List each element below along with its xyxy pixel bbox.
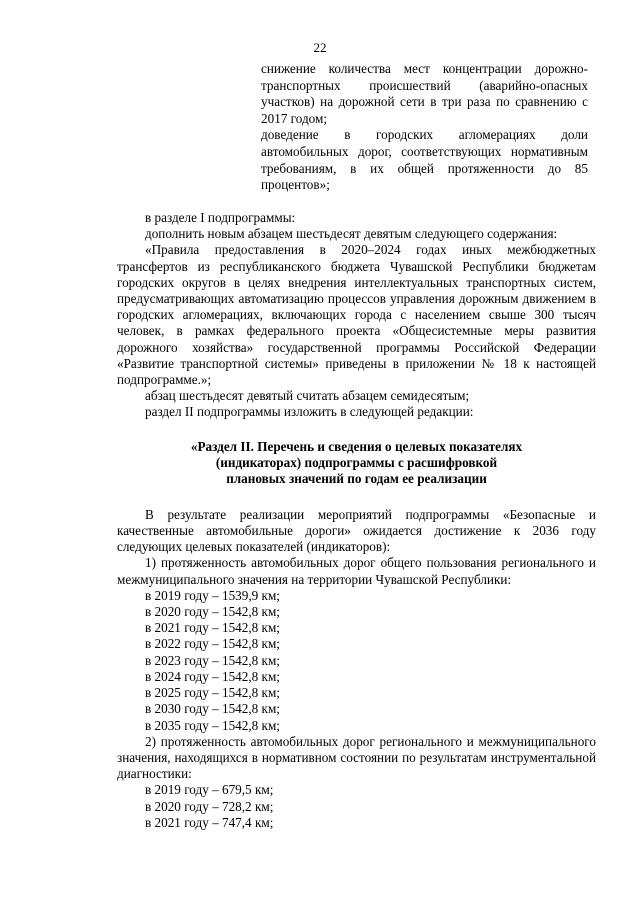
intro-line-2: дополнить новым абзацем шестьдесят девятым следующего содержания:	[145, 226, 558, 242]
intro-line-1: в разделе I подпрограммы:	[145, 210, 296, 225]
section-heading-line-2: (индикаторах) подпрограммы с расшифровкой	[215, 455, 498, 471]
quote-paragraph-1: снижение количества мест концентрации дорожно-транспортных происшествий (аварийно-опасных участков) на дорожной сети в три раза по сравнению с 2017 годом;	[261, 61, 588, 126]
indicator-1-value: в 2022 году – 1542,8 км;	[145, 636, 280, 652]
section-heading	[117, 439, 596, 488]
indicator-1-value: в 2019 году – 1539,9 км;	[145, 587, 280, 603]
indicator-1-values	[117, 588, 596, 734]
intro-line-4: раздел II подпрограммы изложить в следующей редакции:	[145, 404, 474, 420]
indicator-1-value: в 2025 году – 1542,8 км;	[145, 685, 280, 701]
quoted-goals-block	[261, 61, 588, 194]
main-text	[117, 210, 596, 831]
section-heading-line-1: «Раздел II. Перечень и сведения о целевых показателях	[190, 438, 523, 454]
intro-line-3: абзац шестьдесят девятый считать абзацем семидесятым;	[145, 388, 470, 404]
quote-paragraph-2: доведение в городских агломерациях доли автомобильных дорог, соответствующих нормативным требованиям, в их общей протяженности до 85 процентов»;	[261, 127, 588, 193]
indicator-2-value: в 2019 году – 679,5 км;	[145, 782, 274, 798]
indicator-1-value: в 2023 году – 1542,8 км;	[145, 652, 280, 668]
indicator-1-value: в 2035 году – 1542,8 км;	[145, 717, 280, 733]
indicator-2-values	[117, 782, 596, 831]
indicator-1-value: в 2024 году – 1542,8 км;	[145, 668, 280, 684]
indicator-2-value: в 2021 году – 747,4 км;	[145, 814, 274, 830]
result-paragraph: В результате реализации мероприятий подпрограммы «Безопасные и качественные автомобильные дороги» ожидается достижение к 2036 году следующих целевых показателей (индикаторов):	[117, 506, 596, 555]
section-heading-line-3: плановых значений по годам ее реализации	[226, 471, 487, 487]
page-number: 22	[313, 40, 327, 55]
indicator-1-value: в 2020 году – 1542,8 км;	[145, 604, 280, 620]
indicator-1-value: в 2030 году – 1542,8 км;	[145, 701, 280, 717]
indicator-1-title: 1) протяженность автомобильных дорог общего пользования регионального и межмуниципального значения на территории Чувашской Республики:	[117, 555, 596, 587]
indicator-1-value: в 2021 году – 1542,8 км;	[145, 620, 280, 636]
indicator-2-value: в 2020 году – 728,2 км;	[145, 798, 274, 814]
indicator-2-title: 2) протяженность автомобильных дорог регионального и межмуниципального значения, находящихся в нормативном состоянии по результатам инструментальной диагностики:	[117, 733, 596, 782]
inserted-paragraph-quote: «Правила предоставления в 2020–2024 годах иных межбюджетных трансфертов из республиканского бюджета Чувашской Республики бюджетам городских округов в целях внедрения интеллектуальных транспортных систем, предусматривающих автоматизацию процессов управления дорожным движением в городских агломерациях, включающих города с населением свыше 300 тысяч человек, в рамках федерального проекта «Общесистемные меры развития дорожного хозяйства» государственной программы Российской Федерации «Развитие транспортной системы» приведены в приложении № 18 к настоящей подпрограмме.»;	[117, 242, 596, 388]
